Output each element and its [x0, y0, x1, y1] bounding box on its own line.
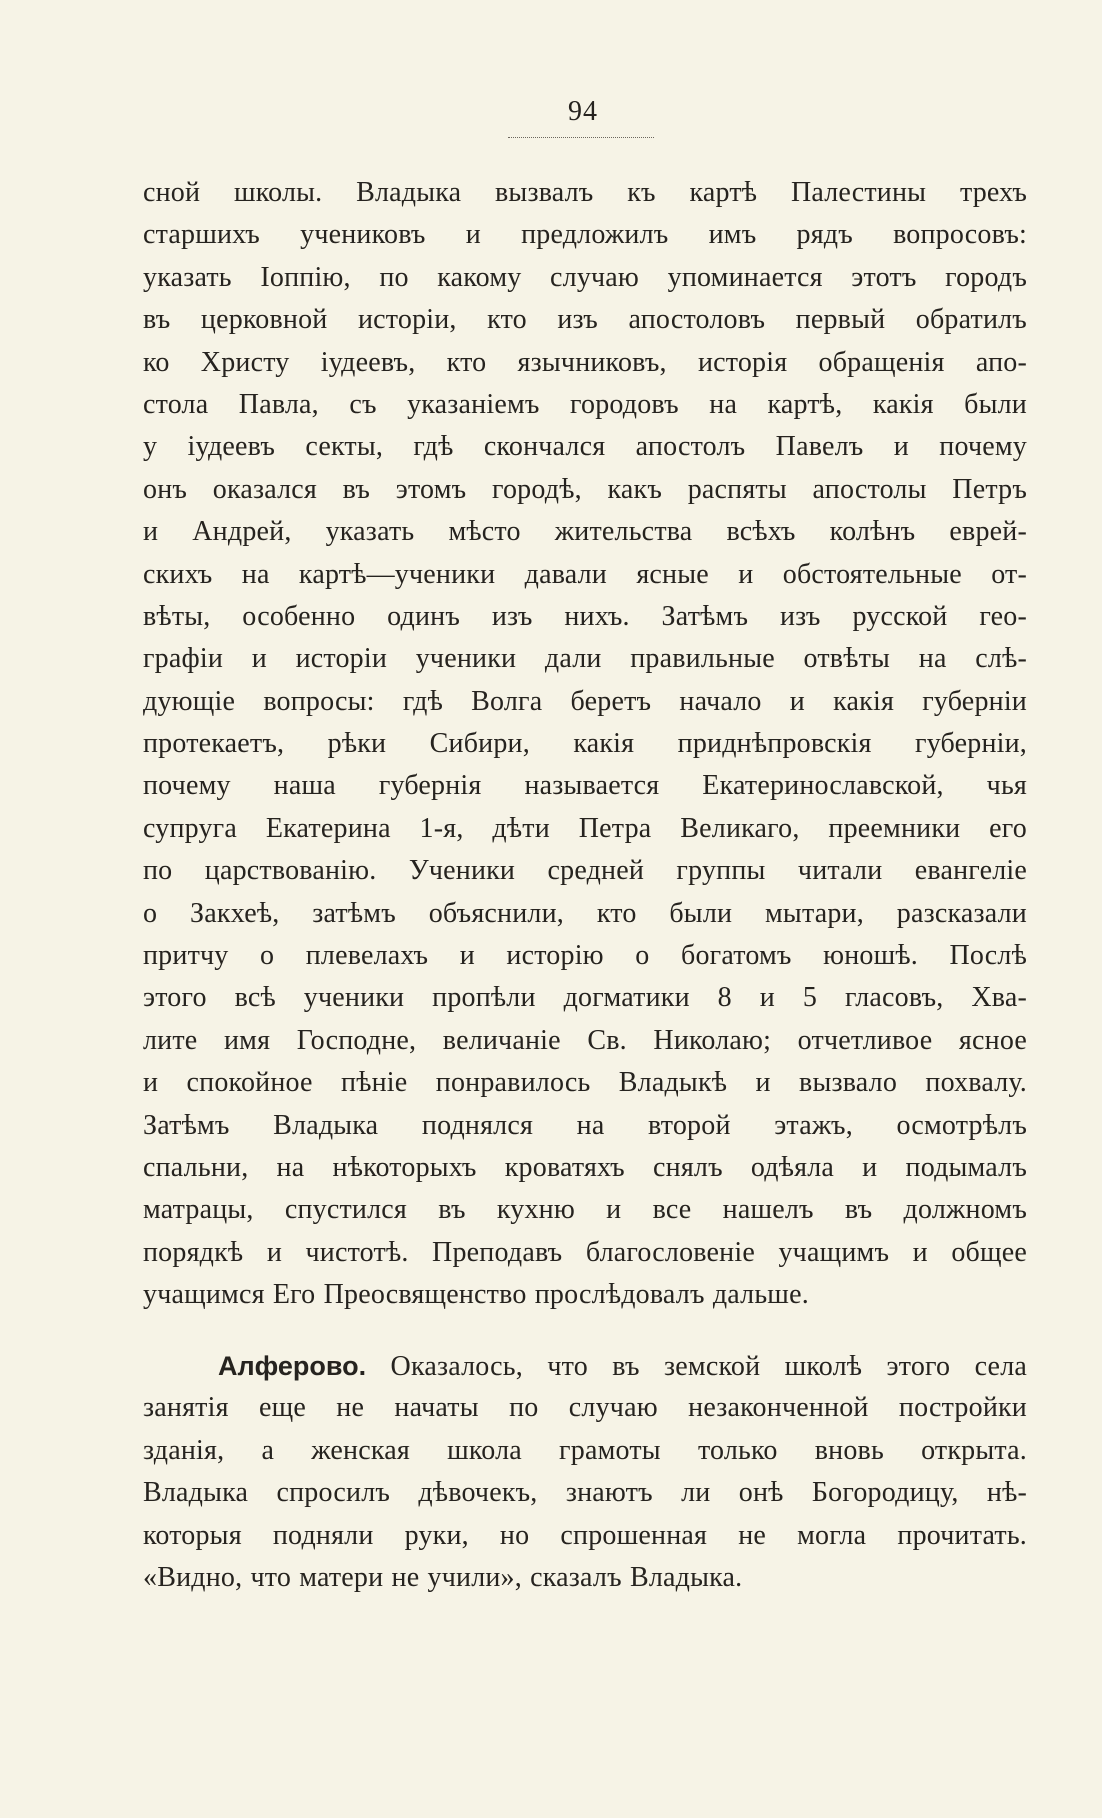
text-line: зданія, а женская школа грамоты только вновь открыта. — [143, 1434, 1027, 1466]
paragraph-school-visit — [143, 172, 1027, 1317]
text-line: сной школы. Владыка вызвалъ къ картѣ Палестины трехъ — [143, 177, 1027, 208]
text-line: порядкѣ и чистотѣ. Преподавъ благословеніе учащимъ и общее — [143, 1236, 1027, 1268]
text-line: матрацы, спустился въ кухню и все нашелъ въ должномъ — [143, 1194, 1027, 1226]
page-number: 94 — [568, 96, 598, 127]
text-line: онъ оказался въ этомъ городѣ, какъ распяты апостолы Петръ — [143, 473, 1027, 505]
text-line: лите имя Господне, величаніе Св. Николаю; отчетливое ясное — [143, 1024, 1027, 1056]
text-line: спальни, на нѣкоторыхъ кроватяхъ снялъ одѣяла и подымалъ — [143, 1151, 1027, 1183]
text-line-rest: Оказалось, что въ земской школѣ этого села — [366, 1351, 1027, 1382]
page-number-rule — [508, 137, 654, 138]
text-line: протекаетъ, рѣки Сибири, какія приднѣпровскія губерніи, — [143, 728, 1027, 760]
text-line: притчу о плевелахъ и исторію о богатомъ юношѣ. Послѣ — [143, 940, 1027, 972]
text-line-first — [143, 1345, 1027, 1387]
text-line: учащимся Его Преосвященство прослѣдовалъ дальше. — [143, 1279, 809, 1311]
text-line: супруга Екатерина 1-я, дѣти Петра Великаго, преемники его — [143, 812, 1027, 844]
text-line: Владыка спросилъ дѣвочекъ, знаютъ ли онѣ Богородицу, нѣ- — [143, 1477, 1027, 1509]
text-line: занятія еще не начаты по случаю незаконченной постройки — [143, 1392, 1027, 1424]
text-line: вѣты, особенно одинъ изъ нихъ. Затѣмъ изъ русской гео- — [143, 600, 1027, 632]
text-line: Затѣмъ Владыка поднялся на второй этажъ, осмотрѣлъ — [143, 1109, 1027, 1141]
text-line: скихъ на картѣ—ученики давали ясные и обстоятельные от- — [143, 558, 1027, 590]
text-line: о Закхеѣ, затѣмъ объяснили, кто были мытари, разсказали — [143, 897, 1027, 929]
text-line: и спокойное пѣніе понравилось Владыкѣ и вызвало похвалу. — [143, 1067, 1027, 1099]
text-line: которыя подняли руки, но спрошенная не могла прочитать. — [143, 1519, 1027, 1551]
text-line: почему наша губернія называется Екатеринославской, чья — [143, 770, 1027, 802]
text-line: указать Іоппію, по какому случаю упоминается этотъ городъ — [143, 261, 1027, 293]
text-line: и Андрей, указать мѣсто жительства всѣхъ колѣнъ еврей- — [143, 516, 1027, 548]
place-name-heading: Алферово. — [218, 1351, 367, 1381]
text-line: по царствованію. Ученики средней группы читали евангеліе — [143, 855, 1027, 887]
paragraph-alferovo — [143, 1345, 1027, 1599]
text-line: въ церковной исторіи, кто изъ апостоловъ первый обратилъ — [143, 304, 1027, 336]
text-line: стола Павла, съ указаніемъ городовъ на картѣ, какія были — [143, 388, 1027, 420]
text-line: у іудеевъ секты, гдѣ скончался апостолъ Павелъ и почему — [143, 431, 1027, 463]
text-line: старшихъ учениковъ и предложилъ имъ рядъ вопросовъ: — [143, 219, 1027, 251]
text-line: дующіе вопросы: гдѣ Волга беретъ начало и какія губерніи — [143, 685, 1027, 717]
text-line: графіи и исторіи ученики дали правильные отвѣты на слѣ- — [143, 643, 1027, 675]
text-line: ко Христу іудеевъ, кто язычниковъ, исторія обращенія апо- — [143, 346, 1027, 378]
text-line: этого всѣ ученики пропѣли догматики 8 и 5 гласовъ, Хва- — [143, 982, 1027, 1014]
text-line: «Видно, что матери не учили», сказалъ Владыка. — [143, 1561, 743, 1593]
